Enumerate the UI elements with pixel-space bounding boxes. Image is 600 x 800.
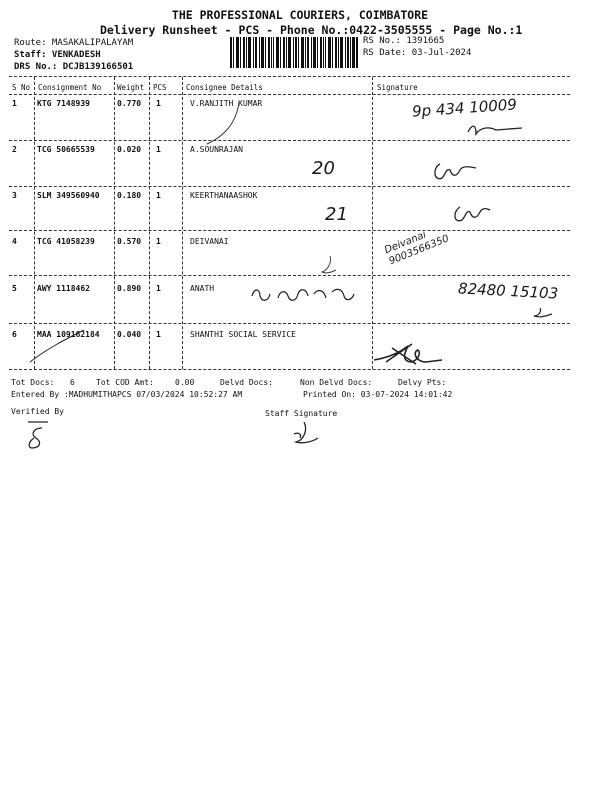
row-1-weight: 0.770 <box>117 99 142 108</box>
rs-number: RS No.: 1391665 <box>363 36 445 46</box>
row-1-sno: 1 <box>12 99 17 108</box>
row-5-initial <box>530 306 554 320</box>
row-6-pcs: 1 <box>156 330 161 339</box>
row-3-consignee: KEERTHANAASHOK <box>190 191 258 200</box>
drs-number: DRS No.: DCJB139166501 <box>14 62 134 72</box>
row-6-consignee: SHANTHI SOCIAL SERVICE <box>190 330 296 339</box>
column-header-sno: S No <box>12 83 31 92</box>
runsheet-title: Delivery Runsheet - PCS - Phone No.:0422-3505555 - Page No.:1 <box>100 23 523 37</box>
row-6-weight: 0.040 <box>117 330 142 339</box>
row-5-pcs: 1 <box>156 284 161 293</box>
verified-by-label: Verified By <box>11 407 64 416</box>
staff-label: Staff: VENKADESH <box>14 50 101 60</box>
col-divider <box>149 77 150 369</box>
table-top-rule <box>9 76 570 77</box>
tot-cod-value: 0.00 <box>175 378 195 387</box>
printed-on: Printed On: 03-07-2024 14:01:42 <box>303 390 453 399</box>
row-5-consignee: ANATH <box>190 284 215 293</box>
row-3-consignment: SLM 349560940 <box>37 191 100 200</box>
rs-date: RS Date: 03-Jul-2024 <box>363 48 472 58</box>
row-2-signature <box>432 160 478 184</box>
row-4-signature <box>318 254 338 276</box>
row-separator <box>9 323 570 324</box>
row-1-pcs: 1 <box>156 99 161 108</box>
row-2-consignee: A.SOUNRAJAN <box>190 145 243 154</box>
staff-signature-mark <box>290 420 320 446</box>
column-header-consignee: Consignee Details <box>186 83 263 92</box>
row-5-handwritten-note: 82480 15103 <box>457 279 559 303</box>
row-6-sno: 6 <box>12 330 17 339</box>
row-separator <box>9 230 570 231</box>
row-5-consignment: AWY 1118462 <box>37 284 90 293</box>
tot-docs-value: 6 <box>70 378 75 387</box>
col-divider <box>34 77 35 369</box>
row-4-consignment: TCG 41058239 <box>37 237 95 246</box>
row-4-handwritten-note: Deivanai 9003566350 <box>383 229 451 268</box>
row-separator <box>9 186 570 187</box>
verified-by-signature <box>24 418 52 452</box>
row-1-consignment: KTG 7148939 <box>37 99 90 108</box>
row-5-signature <box>248 284 356 306</box>
company-name: THE PROFESSIONAL COURIERS, COIMBATORE <box>171 8 429 22</box>
row-2-pcs: 1 <box>156 145 161 154</box>
row-separator <box>9 275 570 276</box>
column-header-weight: Weight <box>117 83 145 92</box>
row-5-sno: 5 <box>12 284 17 293</box>
row-1-handwritten-note: 9p 434 10009 <box>411 95 518 121</box>
column-header-consignment: Consignment No <box>38 83 102 92</box>
col-divider <box>372 77 373 369</box>
row-3-sno: 3 <box>12 191 17 200</box>
column-header-pcs: PCS <box>153 83 167 92</box>
entered-by: Entered By :MADHUMITHAPCS 07/03/2024 10:52:27 AM <box>11 390 243 399</box>
row-3-handwritten-note: 21 <box>325 204 348 225</box>
route-label: Route: MASAKALIPALAYAM <box>14 38 134 48</box>
col-divider <box>114 77 115 369</box>
row-3-pcs: 1 <box>156 191 161 200</box>
table-bottom-rule <box>9 369 570 370</box>
staff-signature-label: Staff Signature <box>265 409 338 418</box>
row-1-signature <box>466 122 526 138</box>
row-4-sno: 4 <box>12 237 17 246</box>
row-4-pcs: 1 <box>156 237 161 246</box>
row-3-signature <box>452 204 492 226</box>
row-4-consignee: DEIVANAI <box>190 237 229 246</box>
row-5-weight: 0.890 <box>117 284 142 293</box>
row-6-consignment: MAA 109162184 <box>37 330 100 339</box>
row-2-consignment: TCG 50665539 <box>37 145 95 154</box>
row-6-signature <box>372 340 444 366</box>
tot-docs-label: Tot Docs: <box>11 378 55 387</box>
delvd-docs-label: Delvd Docs: <box>220 378 273 387</box>
table-header-rule <box>9 94 570 95</box>
non-delvd-docs-label: Non Delvd Docs: <box>300 378 373 387</box>
row-separator <box>9 140 570 141</box>
row-3-weight: 0.180 <box>117 191 142 200</box>
column-header-signature: Signature <box>377 83 418 92</box>
tot-cod-label: Tot COD Amt: <box>96 378 154 387</box>
delvy-pts-label: Delvy Pts: <box>398 378 447 387</box>
row-6-pen-stroke <box>28 328 88 364</box>
row-2-weight: 0.020 <box>117 145 142 154</box>
row-4-weight: 0.570 <box>117 237 142 246</box>
row-1-consignee: V.RANJITH KUMAR <box>190 99 263 108</box>
barcode <box>230 37 358 68</box>
col-divider <box>182 77 183 369</box>
row-2-handwritten-note: 20 <box>312 158 335 179</box>
row-2-sno: 2 <box>12 145 17 154</box>
